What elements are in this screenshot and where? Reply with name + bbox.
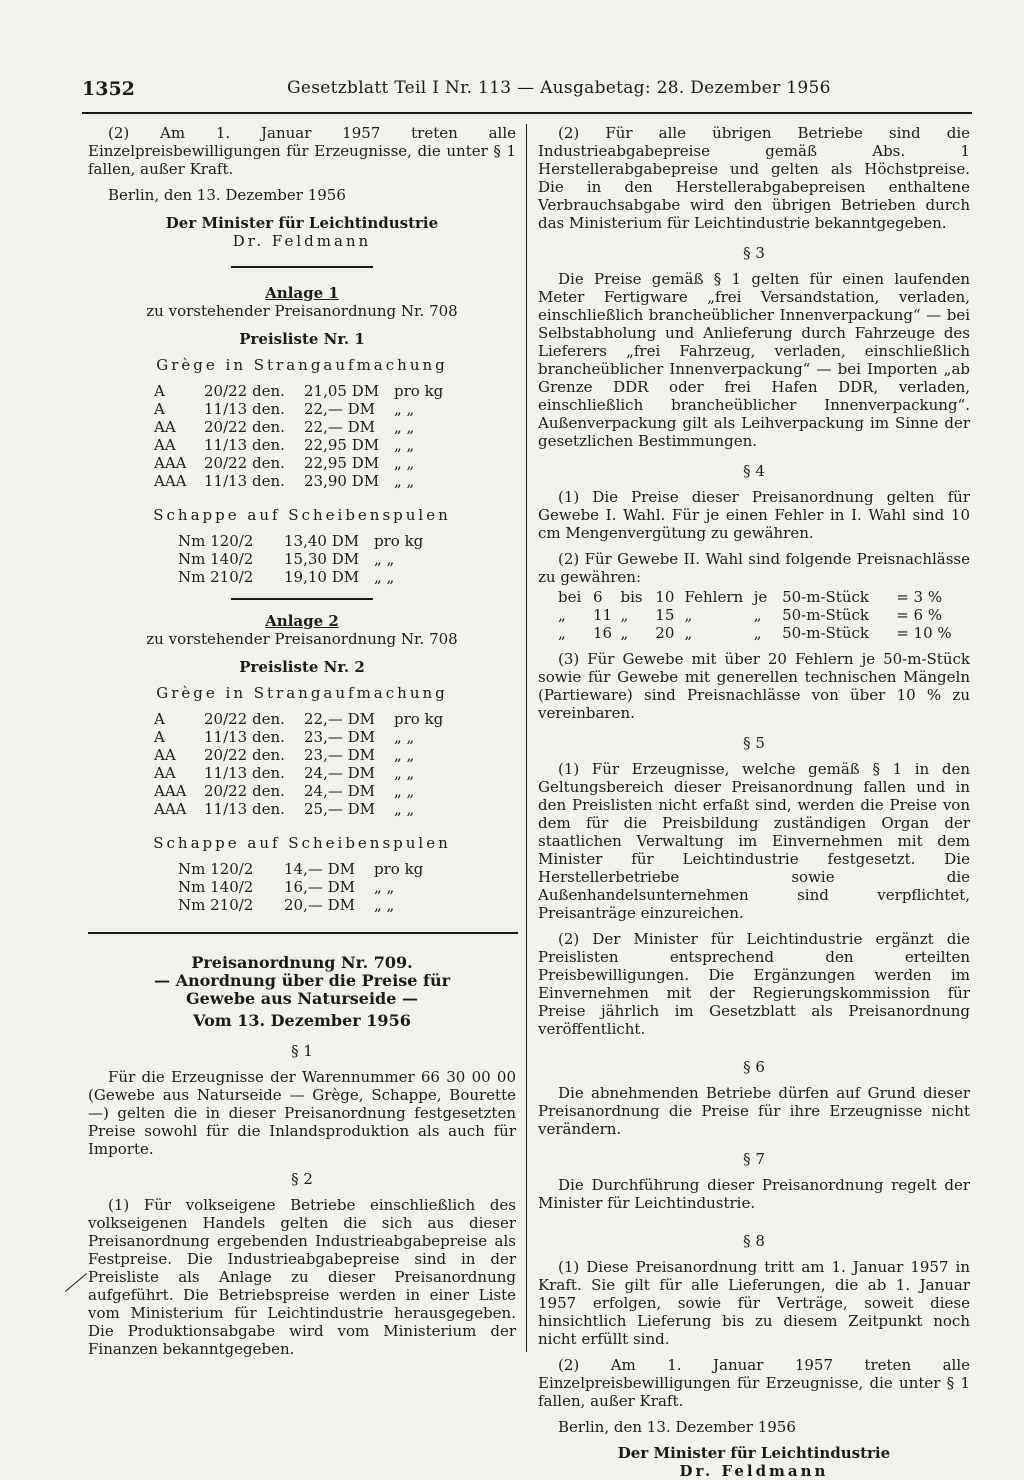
anlage-1-title: Anlage 1 — [265, 284, 339, 302]
section-5-paragraph-2: (2) Der Minister für Leichtindustrie ergänzt die Preislisten entsprechend den erteilten Preisbewilligungen. Die Ergänzungen werden im Einvernehmen mit der Regierungskommission für Preise jährlich im Gesetzblatt als Preisanordnung veröffentlicht. — [538, 930, 970, 1038]
schappe-table-1 — [178, 532, 440, 586]
grege-row — [154, 782, 460, 800]
table-cell: A — [154, 382, 165, 400]
table-cell: 10 — [655, 588, 675, 606]
table-cell: Nm 140/2 — [178, 878, 254, 896]
column-divider — [526, 124, 527, 1352]
section-7-text: Die Durchführung dieser Preisanordnung regelt der Minister für Leichtindustrie. — [538, 1176, 970, 1212]
schappe-row — [178, 532, 440, 550]
table-cell: „ — [558, 606, 566, 624]
table-cell: AAA — [154, 454, 187, 472]
grege-table-2 — [154, 710, 460, 818]
table-cell: 22,— DM — [304, 710, 376, 728]
table-cell: bei — [558, 588, 582, 606]
table-cell: 22,— DM — [304, 400, 376, 418]
table-cell: 22,95 DM — [304, 454, 380, 472]
table-cell: 15 — [655, 606, 675, 624]
grege-table-1 — [154, 382, 460, 490]
nachlass-row — [558, 606, 970, 624]
table-cell: „ „ — [394, 418, 415, 436]
right-column — [538, 124, 970, 1480]
table-cell: 11/13 den. — [204, 400, 285, 418]
section-2-text: (1) Für volkseigene Betriebe einschließlich des volkseigenen Handels gelten die sich aus dieser Preisanordnung ergebenden Industrieabgabepreise als Festpreise. Die Industrieabgabepreise sind in der Preisliste als Anlage zu dieser Preisanordnung aufgeführt. Die Betriebspreise werden in einer Liste vom Ministerium für Leichtindustrie herausgegeben. Die Produktionsabgabe wird vom Ministerium der Finanzen bekanntgegeben. — [88, 1196, 516, 1358]
place-date: Berlin, den 13. Dezember 1956 — [108, 186, 346, 204]
place-date-2: Berlin, den 13. Dezember 1956 — [558, 1418, 796, 1436]
grege-heading-2: Grège in Strangaufmachung — [156, 684, 448, 702]
section-8-paragraph-1: (1) Diese Preisanordnung tritt am 1. Januar 1957 in Kraft. Sie gilt für alle Lieferungen, die ab 1. Januar 1957 erfolgen, sowie für Verträge, soweit diese hinsichtlich Lieferung bis zu diesem Zeitpunkt noch nicht erfüllt sind. — [538, 1258, 970, 1348]
table-cell: „ — [684, 606, 693, 624]
table-cell: 50-m-Stück — [782, 588, 869, 606]
schappe-row — [178, 568, 440, 586]
table-cell: Nm 140/2 — [178, 550, 254, 568]
table-cell: 16 — [592, 624, 613, 642]
table-cell: 20 — [655, 624, 675, 642]
table-cell: „ „ — [394, 728, 415, 746]
table-cell: AA — [154, 418, 176, 436]
table-cell: 24,— DM — [304, 782, 376, 800]
table-cell: je — [753, 588, 768, 606]
table-cell: 14,— DM — [284, 860, 356, 878]
section-8-paragraph-2: (2) Am 1. Januar 1957 treten alle Einzelpreisbewilligungen für Erzeugnisse, die unter § 1 fallen, außer Kraft. — [538, 1356, 970, 1410]
table-cell: AA — [154, 746, 176, 764]
table-cell: 20/22 den. — [204, 382, 285, 400]
table-cell: = 10 % — [896, 624, 952, 642]
section-7-heading: § 7 — [743, 1150, 765, 1168]
table-cell: AAA — [154, 782, 187, 800]
table-cell: 11/13 den. — [204, 764, 285, 782]
section-6-text: Die abnehmenden Betriebe dürfen auf Grund dieser Preisanordnung die Preise für ihre Erzeugnisse nicht verändern. — [538, 1084, 970, 1138]
table-cell: pro kg — [394, 710, 444, 728]
grege-row — [154, 764, 460, 782]
table-cell: 11/13 den. — [204, 472, 285, 490]
table-cell: 23,— DM — [304, 728, 376, 746]
table-cell: „ — [620, 606, 629, 624]
table-cell: „ — [753, 606, 762, 624]
grege-row — [154, 728, 460, 746]
table-cell: AA — [154, 764, 176, 782]
section-8-heading: § 8 — [743, 1232, 765, 1250]
table-cell: „ „ — [394, 746, 415, 764]
table-cell: 6 — [592, 588, 603, 606]
table-cell: 11 — [592, 606, 613, 624]
schappe-heading-1: Schappe auf Scheibenspulen — [153, 506, 451, 524]
closing-paragraph: (2) Am 1. Januar 1957 treten alle Einzelpreisbewilligungen für Erzeugnisse, die unter § 1 fallen, außer Kraft. — [88, 124, 516, 178]
nachlass-row — [558, 624, 970, 642]
preisnachlass-table — [558, 588, 970, 642]
table-cell: Nm 210/2 — [178, 896, 254, 914]
grege-heading-1: Grège in Strangaufmachung — [156, 356, 448, 374]
section-4-paragraph-2: (2) Für Gewebe II. Wahl sind folgende Preisnachlässe zu gewähren: — [538, 550, 970, 586]
table-cell: 23,— DM — [304, 746, 376, 764]
anlage-2-title: Anlage 2 — [265, 612, 339, 630]
left-column — [88, 124, 516, 1366]
minister-name-2: Dr. Feldmann — [679, 1462, 829, 1480]
table-cell: „ — [684, 624, 693, 642]
table-cell: 22,95 DM — [304, 436, 380, 454]
schappe-row — [178, 550, 440, 568]
preisliste-2-title: Preisliste Nr. 2 — [239, 658, 365, 676]
schappe-row — [178, 896, 440, 914]
table-cell: „ „ — [394, 472, 415, 490]
section-1-text: Für die Erzeugnisse der Warennummer 66 30 00 00 (Gewebe aus Naturseide — Grège, Schappe, Bourette —) gelten die in dieser Preisanordnung festgesetzten Preise sowohl für die Inlandsproduktion als auch für Importe. — [88, 1068, 516, 1158]
table-cell: 25,— DM — [304, 800, 376, 818]
table-cell: 50-m-Stück — [782, 606, 869, 624]
schappe-heading-2: Schappe auf Scheibenspulen — [153, 834, 451, 852]
anlage-2-subtitle: zu vorstehender Preisanordnung Nr. 708 — [146, 630, 458, 648]
nachlass-row — [558, 588, 970, 606]
table-cell: 23,90 DM — [304, 472, 380, 490]
table-cell: = 3 % — [896, 588, 943, 606]
table-cell: A — [154, 400, 165, 418]
section-rule — [88, 932, 518, 934]
table-cell: „ „ — [394, 764, 415, 782]
section-5-heading: § 5 — [743, 734, 765, 752]
table-cell: 11/13 den. — [204, 436, 285, 454]
section-4-paragraph-3: (3) Für Gewebe mit über 20 Fehlern je 50-m-Stück sowie für Gewebe mit generellen technischen Mängeln (Partieware) sind Preisnachlässe von über 10 % zu vereinbaren. — [538, 650, 970, 722]
minister-title-2: Der Minister für Leichtindustrie — [617, 1444, 891, 1462]
table-cell: „ — [620, 624, 629, 642]
table-cell: 20/22 den. — [204, 782, 285, 800]
minister-title: Der Minister für Leichtindustrie — [165, 214, 439, 232]
grege-row — [154, 746, 460, 764]
grege-row — [154, 418, 460, 436]
table-cell: „ — [753, 624, 762, 642]
table-cell: A — [154, 728, 165, 746]
table-cell: Nm 120/2 — [178, 860, 254, 878]
grege-row — [154, 436, 460, 454]
table-cell: 20/22 den. — [204, 418, 285, 436]
separator-rule — [231, 266, 373, 268]
margin-pencil-mark — [65, 1273, 87, 1292]
section-4-heading: § 4 — [743, 462, 765, 480]
table-cell: 24,— DM — [304, 764, 376, 782]
table-cell: „ „ — [394, 782, 415, 800]
table-cell: 20/22 den. — [204, 710, 285, 728]
grege-row — [154, 382, 460, 400]
table-cell: 16,— DM — [284, 878, 356, 896]
page-header — [82, 78, 972, 114]
section-1-heading: § 1 — [291, 1042, 313, 1060]
section-2-heading: § 2 — [291, 1170, 313, 1188]
table-cell: „ „ — [394, 400, 415, 418]
table-cell: 11/13 den. — [204, 728, 285, 746]
table-cell: 50-m-Stück — [782, 624, 869, 642]
section-2-paragraph-2: (2) Für alle übrigen Betriebe sind die Industrieabgabepreise gemäß Abs. 1 Herstellerabgabepreise und gelten als Höchstpreise. Die in den Herstellerabgabepreisen enthaltene Verbrauchsabgabe wird den übrigen Betrieben durch das Ministerium für Leichtindustrie bekanntgegeben. — [538, 124, 970, 232]
grege-row — [154, 710, 460, 728]
separator-rule — [231, 598, 373, 600]
anlage-1-subtitle: zu vorstehender Preisanordnung Nr. 708 — [146, 302, 458, 320]
table-cell: AAA — [154, 472, 187, 490]
table-cell: AAA — [154, 800, 187, 818]
po709-subtitle: — Anordnung über die Preise für Gewebe aus Naturseide — — [154, 971, 450, 1008]
table-cell: 21,05 DM — [304, 382, 380, 400]
table-cell: „ „ — [374, 896, 395, 914]
minister-name: Dr. Feldmann — [232, 232, 372, 250]
table-cell: 13,40 DM — [284, 532, 360, 550]
table-cell: = 6 % — [896, 606, 943, 624]
table-cell: 22,— DM — [304, 418, 376, 436]
table-cell: 20,— DM — [284, 896, 356, 914]
section-4-paragraph-1: (1) Die Preise dieser Preisanordnung gelten für Gewebe I. Wahl. Für je einen Fehler in I. Wahl sind 10 cm Mengenvergütung zu gewähren. — [538, 488, 970, 542]
page-number: 1352 — [82, 78, 135, 100]
table-cell: Nm 210/2 — [178, 568, 254, 586]
po709-date: Vom 13. Dezember 1956 — [193, 1011, 411, 1030]
section-5-paragraph-1: (1) Für Erzeugnisse, welche gemäß § 1 in den Geltungsbereich dieser Preisanordnung fallen und in den Preislisten nicht erfaßt sind, werden die Preise von dem für die Preisbildung zuständigen Organ der staatlichen Verwaltung im Einvernehmen mit dem Minister für Leichtindustrie festgesetzt. Die Herstellerbetriebe sowie die Außenhandelsunternehmen sind verpflichtet, Preisanträge einzureichen. — [538, 760, 970, 922]
grege-row — [154, 454, 460, 472]
grege-row — [154, 800, 460, 818]
table-cell: 20/22 den. — [204, 746, 285, 764]
table-cell: Nm 120/2 — [178, 532, 254, 550]
table-cell: AA — [154, 436, 176, 454]
table-cell: 11/13 den. — [204, 800, 285, 818]
table-cell: „ „ — [394, 454, 415, 472]
section-3-heading: § 3 — [743, 244, 765, 262]
table-cell: „ „ — [394, 436, 415, 454]
po709-title: Preisanordnung Nr. 709. — [191, 953, 413, 972]
table-cell: pro kg — [374, 532, 424, 550]
table-cell: „ — [558, 624, 566, 642]
preisliste-1-title: Preisliste Nr. 1 — [239, 330, 365, 348]
section-6-heading: § 6 — [743, 1058, 765, 1076]
table-cell: „ „ — [374, 568, 395, 586]
table-cell: „ „ — [394, 800, 415, 818]
table-cell: pro kg — [394, 382, 444, 400]
schappe-row — [178, 878, 440, 896]
table-cell: bis — [620, 588, 643, 606]
running-title: Gesetzblatt Teil I Nr. 113 — Ausgabetag: 28. Dezember 1956 — [287, 78, 831, 98]
schappe-table-2 — [178, 860, 440, 914]
table-cell: „ „ — [374, 550, 395, 568]
table-cell: pro kg — [374, 860, 424, 878]
table-cell: A — [154, 710, 165, 728]
schappe-row — [178, 860, 440, 878]
table-cell: 15,30 DM — [284, 550, 360, 568]
grege-row — [154, 472, 460, 490]
table-cell: 19,10 DM — [284, 568, 360, 586]
grege-row — [154, 400, 460, 418]
section-3-text: Die Preise gemäß § 1 gelten für einen laufenden Meter Fertigware „frei Versandstation, verladen, einschließlich brancheüblicher Innenverpackung“ — bei Selbstabholung und Anlieferung durch Fahrzeuge des Lieferers „frei Fahrzeug, verladen, einschließlich brancheüblicher Innenverpackung“ — bei Importen „ab Grenze DDR oder frei Hafen DDR, verladen, einschließlich brancheüblicher Innenverpackung“. Außenverpackung gilt als Leihverpackung im Sinne der gesetzlichen Bestimmungen. — [538, 270, 970, 450]
table-cell: Fehlern — [684, 588, 744, 606]
table-cell: „ „ — [374, 878, 395, 896]
table-cell: 20/22 den. — [204, 454, 285, 472]
